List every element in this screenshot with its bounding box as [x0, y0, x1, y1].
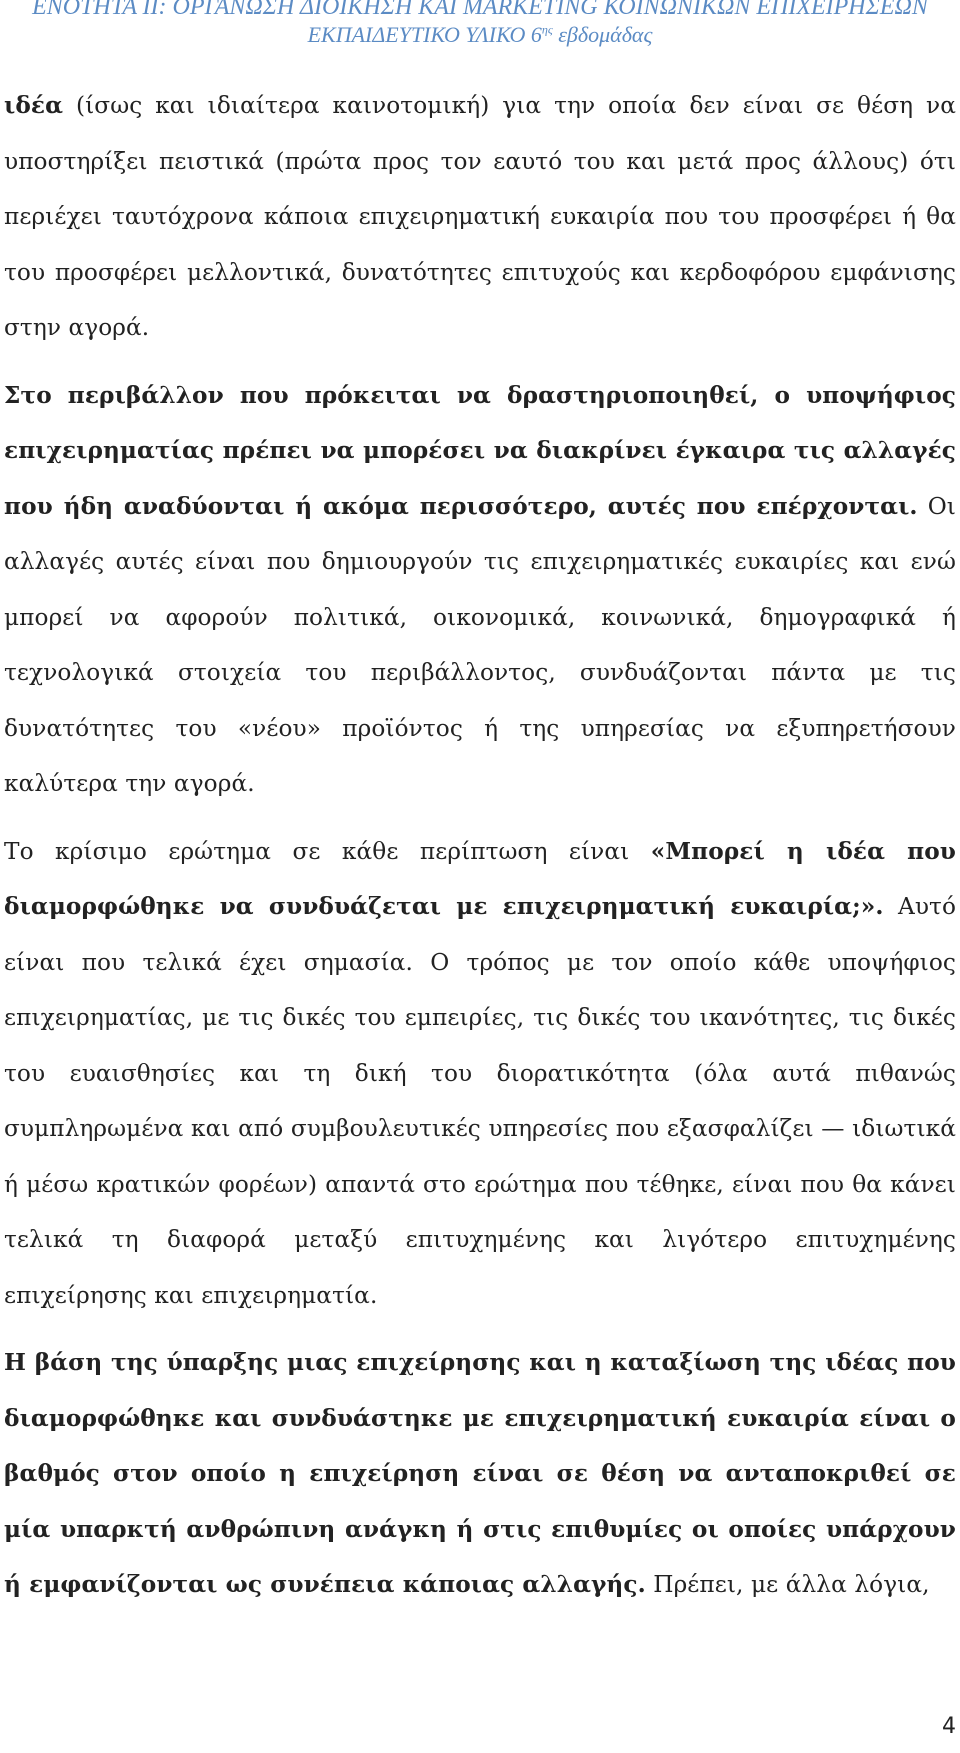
document-body — [4, 78, 956, 1613]
running-header-subtitle — [0, 22, 960, 48]
bold-text: Η βάση της ύπαρξης μιας επιχείρησης και η καταξίωση της ιδέας που διαμορφώθηκε και συνδυάστηκε με επιχειρηματική ευκαιρία είναι ο βαθμός στον οποίο η επιχείρηση είναι σε θέση να ανταποκριθεί σε μία υπαρκτή ανθρώπινη ανάγκη ή στις επιθυμίες οι οποίες υπάρχουν ή εμφανίζονται ως συνέπεια κάποιας αλλαγής. — [4, 1349, 956, 1598]
paragraph-critical-question — [4, 824, 956, 1324]
bold-text: ιδέα — [4, 92, 64, 119]
bold-text: «Μπορεί η ιδέα που διαμορφώθηκε να συνδυάζεται με επιχειρηματική ευκαιρία;». — [4, 837, 956, 920]
subtitle-prefix: ΕΚΠΑΙΔΕΥΤΙΚΟ ΥΛΙΚΟ 6 — [307, 22, 542, 47]
paragraph-environment — [4, 368, 956, 812]
body-text: Πρέπει, με άλλα λόγια, — [645, 1571, 930, 1598]
paragraph-business-basis — [4, 1335, 956, 1613]
body-text: Οι αλλαγές αυτές είναι που δημιουργούν τις επιχειρηματικές ευκαιρίες και ενώ μπορεί να αφορούν πολιτικά, οικονομικά, κοινωνικά, δημογραφικά ή τεχνολογικά στοιχεία του περιβάλλοντος, συνδυάζονται πάντα με τις δυνατότητες του «νέου» προϊόντος ή της υπηρεσίας να εξυπηρετήσουν καλύτερα την αγορά. — [4, 492, 956, 797]
running-header-title: ΕΝΟΤΗΤΑ ΙΙ: ΟΡΓΑΝΩΣΗ ΔΙΟΙΚΗΣΗ ΚΑΙ MARKETING ΚΟΙΝΩΝΙΚΩΝ ΕΠΙΧΕΙΡΗΣΕΩΝ — [32, 0, 928, 20]
body-text: Αυτό είναι που τελικά έχει σημασία. Ο τρόπος με τον οποίο κάθε υποψήφιος επιχειρηματίας, με τις δικές του εμπειρίες, τις δικές του ικανότητες, τις δικές του ευαισθησίες και τη δική του διορατικότητα (όλα αυτά πιθανώς συμπληρωμένα και από συμβουλευτικές υπηρεσίες που εξασφαλίζει — ιδιωτικά ή μέσω κρατικών φορέων) απαντά στο ερώτημα που τέθηκε, είναι που θα κάνει τελικά τη διαφορά μεταξύ επιτυχημένης και λιγότερο επιτυχημένης επιχείρησης και επιχειρηματία. — [4, 893, 957, 1309]
subtitle-superscript: ης — [541, 22, 553, 37]
page-number: 4 — [942, 1714, 956, 1739]
body-text: Το κρίσιμο ερώτημα σε κάθε περίπτωση είναι — [4, 837, 651, 865]
body-text: (ίσως και ιδιαίτερα καινοτομική) για την οποία δεν είναι σε θέση να υποστηρίξει πειστικά (πρώτα προς τον εαυτό του και μετά προς άλλους) ότι περιέχει ταυτόχρονα κάποια επιχειρηματική ευκαιρία που του προσφέρει ή θα του προσφέρει μελλοντικά, δυνατότητες επιτυχούς και κερδοφόρου εμφάνισης στην αγορά. — [4, 92, 956, 341]
bold-text: Στο περιβάλλον που πρόκειται να δραστηριοποιηθεί, ο υποψήφιος επιχειρηματίας πρέπει να μπορέσει να διακρίνει έγκαιρα τις αλλαγές που ήδη αναδύονται ή ακόμα περισσότερο, αυτές που επέρχονται. — [4, 381, 956, 520]
subtitle-suffix: εβδομάδας — [552, 22, 653, 47]
paragraph-idea — [4, 78, 956, 356]
